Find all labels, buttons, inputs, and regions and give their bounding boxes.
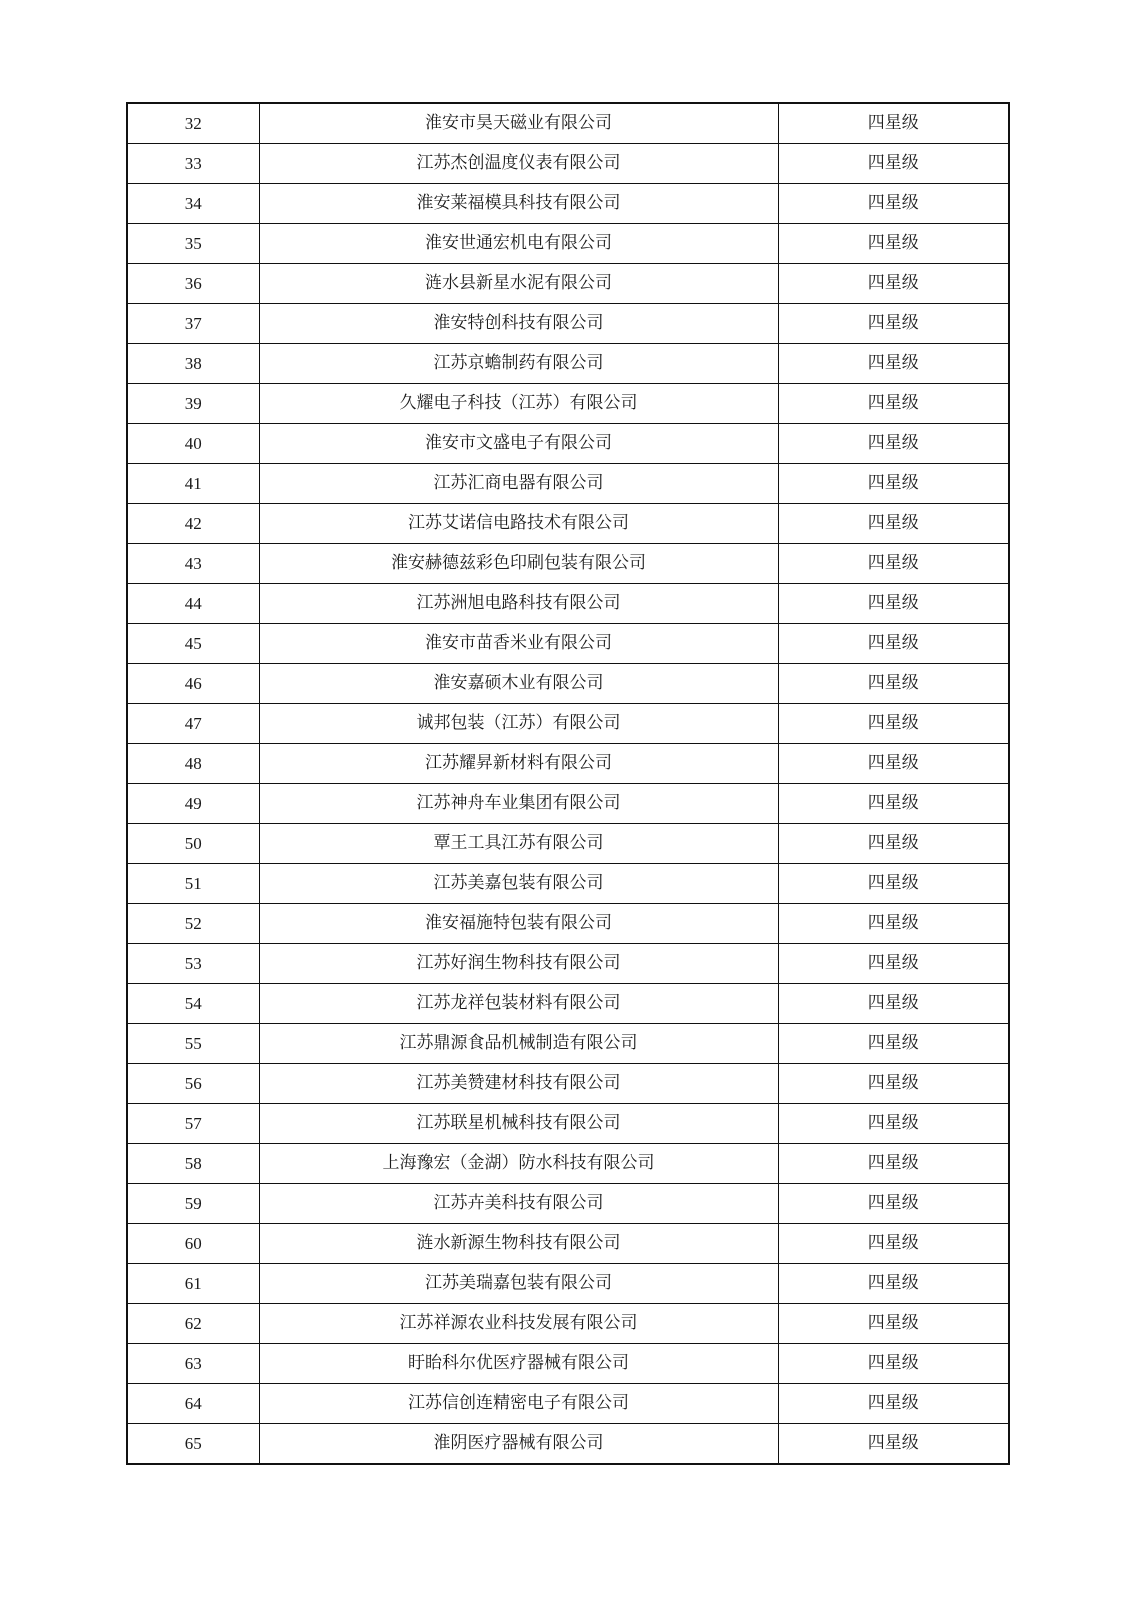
row-number-cell: 41 [127, 464, 259, 504]
row-number-cell: 42 [127, 504, 259, 544]
company-name-cell: 江苏美瑞嘉包装有限公司 [259, 1264, 778, 1304]
company-name-cell: 江苏卉美科技有限公司 [259, 1184, 778, 1224]
company-name-cell: 江苏京蟾制药有限公司 [259, 344, 778, 384]
row-number-cell: 34 [127, 184, 259, 224]
row-number-cell: 45 [127, 624, 259, 664]
company-name-cell: 江苏联星机械科技有限公司 [259, 1104, 778, 1144]
table-row [127, 824, 1009, 864]
table-row [127, 344, 1009, 384]
table-row [127, 1304, 1009, 1344]
star-level-cell: 四星级 [778, 824, 1009, 864]
company-name-cell: 淮安市昊天磁业有限公司 [259, 103, 778, 144]
star-level-cell: 四星级 [778, 904, 1009, 944]
company-name-cell: 淮阴医疗器械有限公司 [259, 1424, 778, 1465]
row-number-cell: 38 [127, 344, 259, 384]
table-row [127, 1424, 1009, 1465]
table-row [127, 624, 1009, 664]
table-row [127, 224, 1009, 264]
row-number-cell: 63 [127, 1344, 259, 1384]
table-row [127, 704, 1009, 744]
table-row [127, 1184, 1009, 1224]
row-number-cell: 56 [127, 1064, 259, 1104]
table-row [127, 384, 1009, 424]
star-level-cell: 四星级 [778, 1144, 1009, 1184]
star-level-cell: 四星级 [778, 544, 1009, 584]
row-number-cell: 32 [127, 103, 259, 144]
row-number-cell: 51 [127, 864, 259, 904]
star-level-cell: 四星级 [778, 1064, 1009, 1104]
company-name-cell: 江苏好润生物科技有限公司 [259, 944, 778, 984]
enterprise-rating-table [126, 102, 1010, 1465]
row-number-cell: 36 [127, 264, 259, 304]
table-row [127, 1064, 1009, 1104]
company-name-cell: 江苏鼎源食品机械制造有限公司 [259, 1024, 778, 1064]
row-number-cell: 52 [127, 904, 259, 944]
star-level-cell: 四星级 [778, 1104, 1009, 1144]
company-name-cell: 覃王工具江苏有限公司 [259, 824, 778, 864]
row-number-cell: 54 [127, 984, 259, 1024]
star-level-cell: 四星级 [778, 1184, 1009, 1224]
row-number-cell: 59 [127, 1184, 259, 1224]
star-level-cell: 四星级 [778, 264, 1009, 304]
company-name-cell: 江苏耀昇新材料有限公司 [259, 744, 778, 784]
table-row [127, 984, 1009, 1024]
table-row [127, 1384, 1009, 1424]
company-name-cell: 涟水新源生物科技有限公司 [259, 1224, 778, 1264]
star-level-cell: 四星级 [778, 1304, 1009, 1344]
company-name-cell: 淮安嘉硕木业有限公司 [259, 664, 778, 704]
row-number-cell: 62 [127, 1304, 259, 1344]
company-name-cell: 江苏美赞建材科技有限公司 [259, 1064, 778, 1104]
row-number-cell: 57 [127, 1104, 259, 1144]
company-name-cell: 淮安世通宏机电有限公司 [259, 224, 778, 264]
star-level-cell: 四星级 [778, 704, 1009, 744]
row-number-cell: 47 [127, 704, 259, 744]
row-number-cell: 44 [127, 584, 259, 624]
company-name-cell: 江苏美嘉包装有限公司 [259, 864, 778, 904]
table-row [127, 744, 1009, 784]
table-row [127, 944, 1009, 984]
row-number-cell: 55 [127, 1024, 259, 1064]
table-row [127, 424, 1009, 464]
company-name-cell: 淮安特创科技有限公司 [259, 304, 778, 344]
table-row [127, 504, 1009, 544]
star-level-cell: 四星级 [778, 664, 1009, 704]
star-level-cell: 四星级 [778, 103, 1009, 144]
row-number-cell: 33 [127, 144, 259, 184]
row-number-cell: 48 [127, 744, 259, 784]
star-level-cell: 四星级 [778, 424, 1009, 464]
star-level-cell: 四星级 [778, 224, 1009, 264]
table-row [127, 144, 1009, 184]
row-number-cell: 58 [127, 1144, 259, 1184]
row-number-cell: 61 [127, 1264, 259, 1304]
table-row [127, 544, 1009, 584]
table-row [127, 664, 1009, 704]
star-level-cell: 四星级 [778, 1264, 1009, 1304]
star-level-cell: 四星级 [778, 944, 1009, 984]
company-name-cell: 淮安莱福模具科技有限公司 [259, 184, 778, 224]
table-row [127, 464, 1009, 504]
table-row [127, 784, 1009, 824]
table-row [127, 1264, 1009, 1304]
row-number-cell: 37 [127, 304, 259, 344]
table-row [127, 584, 1009, 624]
table-row [127, 1104, 1009, 1144]
table-row [127, 1344, 1009, 1384]
star-level-cell: 四星级 [778, 344, 1009, 384]
row-number-cell: 50 [127, 824, 259, 864]
row-number-cell: 39 [127, 384, 259, 424]
row-number-cell: 53 [127, 944, 259, 984]
star-level-cell: 四星级 [778, 384, 1009, 424]
row-number-cell: 49 [127, 784, 259, 824]
company-name-cell: 江苏龙祥包装材料有限公司 [259, 984, 778, 1024]
company-name-cell: 诚邦包装（江苏）有限公司 [259, 704, 778, 744]
star-level-cell: 四星级 [778, 984, 1009, 1024]
row-number-cell: 65 [127, 1424, 259, 1465]
row-number-cell: 40 [127, 424, 259, 464]
company-name-cell: 淮安市苗香米业有限公司 [259, 624, 778, 664]
star-level-cell: 四星级 [778, 184, 1009, 224]
star-level-cell: 四星级 [778, 784, 1009, 824]
row-number-cell: 35 [127, 224, 259, 264]
star-level-cell: 四星级 [778, 624, 1009, 664]
company-name-cell: 江苏神舟车业集团有限公司 [259, 784, 778, 824]
table-row [127, 904, 1009, 944]
star-level-cell: 四星级 [778, 864, 1009, 904]
star-level-cell: 四星级 [778, 464, 1009, 504]
star-level-cell: 四星级 [778, 304, 1009, 344]
table-row [127, 264, 1009, 304]
company-name-cell: 久耀电子科技（江苏）有限公司 [259, 384, 778, 424]
table-row [127, 304, 1009, 344]
table-row [127, 864, 1009, 904]
company-name-cell: 江苏祥源农业科技发展有限公司 [259, 1304, 778, 1344]
company-name-cell: 上海豫宏（金湖）防水科技有限公司 [259, 1144, 778, 1184]
star-level-cell: 四星级 [778, 1024, 1009, 1064]
star-level-cell: 四星级 [778, 1344, 1009, 1384]
row-number-cell: 46 [127, 664, 259, 704]
company-name-cell: 江苏汇商电器有限公司 [259, 464, 778, 504]
company-name-cell: 涟水县新星水泥有限公司 [259, 264, 778, 304]
company-name-cell: 淮安福施特包装有限公司 [259, 904, 778, 944]
table-row [127, 1144, 1009, 1184]
table-row [127, 1024, 1009, 1064]
star-level-cell: 四星级 [778, 504, 1009, 544]
table-body [127, 103, 1009, 1464]
table-row [127, 1224, 1009, 1264]
row-number-cell: 64 [127, 1384, 259, 1424]
company-name-cell: 江苏洲旭电路科技有限公司 [259, 584, 778, 624]
company-name-cell: 盱眙科尔优医疗器械有限公司 [259, 1344, 778, 1384]
table-row [127, 103, 1009, 144]
star-level-cell: 四星级 [778, 584, 1009, 624]
row-number-cell: 43 [127, 544, 259, 584]
company-name-cell: 淮安市文盛电子有限公司 [259, 424, 778, 464]
company-name-cell: 江苏杰创温度仪表有限公司 [259, 144, 778, 184]
company-name-cell: 江苏艾诺信电路技术有限公司 [259, 504, 778, 544]
row-number-cell: 60 [127, 1224, 259, 1264]
star-level-cell: 四星级 [778, 1224, 1009, 1264]
table-row [127, 184, 1009, 224]
star-level-cell: 四星级 [778, 1424, 1009, 1465]
star-level-cell: 四星级 [778, 144, 1009, 184]
company-name-cell: 淮安赫德兹彩色印刷包装有限公司 [259, 544, 778, 584]
star-level-cell: 四星级 [778, 744, 1009, 784]
star-level-cell: 四星级 [778, 1384, 1009, 1424]
company-name-cell: 江苏信创连精密电子有限公司 [259, 1384, 778, 1424]
